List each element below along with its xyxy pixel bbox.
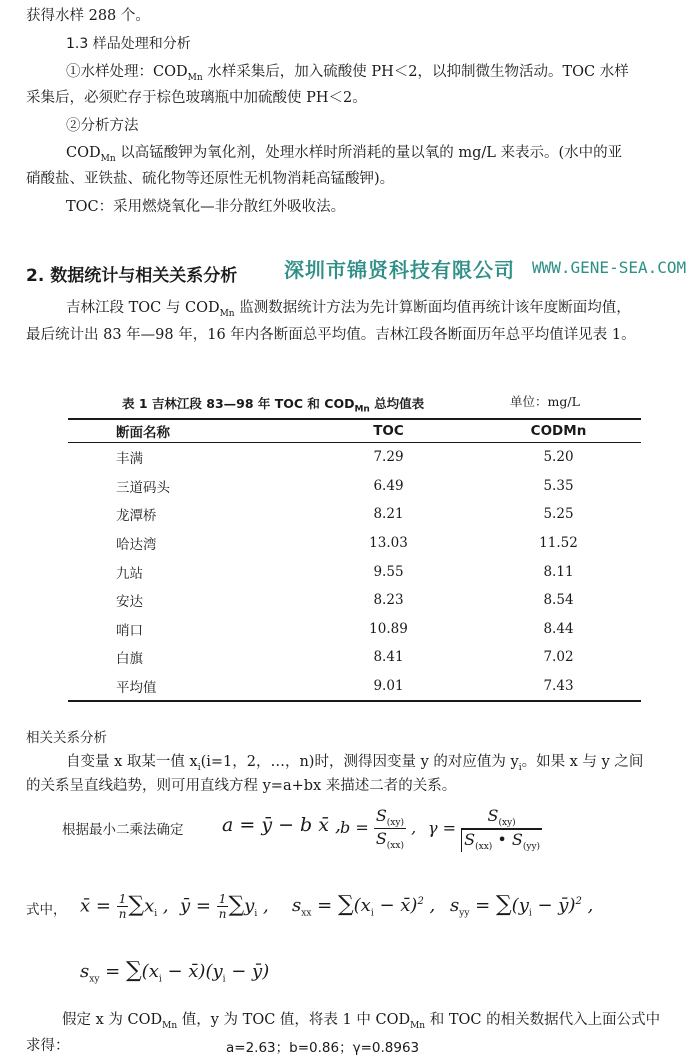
table-cell: 7.43 <box>476 672 641 702</box>
table-cell: 8.44 <box>543 620 574 637</box>
table-cell: 9.55 <box>373 563 404 580</box>
table-cell: 8.11 <box>543 563 574 580</box>
table-cell: 九站 <box>116 565 143 582</box>
formula-intro: 式中， <box>26 902 67 918</box>
table-caption: 表 1 吉林江段 83—98 年 TOC 和 $COD_{Mn}$ 总均值表 <box>122 396 425 415</box>
table-cell: 11.52 <box>539 535 578 552</box>
watermark-company: 深圳市锦贤科技有限公司 <box>284 258 515 282</box>
table-cell: 平均值 <box>68 672 301 702</box>
table-row <box>68 472 641 501</box>
paragraph-line: 自变量 x 取某一值 $x_i(i=1$，2，…，n)时，测得因变量 y 的对应值为 $y_i$。如果 x 与 y 之间 <box>66 754 644 773</box>
subheading: ②分析方法 <box>66 118 139 134</box>
table-cell: 龙潭桥 <box>116 508 157 525</box>
formula-intro: 根据最小二乘法确定 <box>62 822 184 838</box>
formula-xbar: x̄ = $\frac{1}{n}$ $\sum x_i$ , <box>80 892 169 921</box>
table-cell: 三道码头 <box>116 479 170 496</box>
text-line: 获得水样 288 个。 <box>26 8 150 24</box>
table-cell: 7.02 <box>543 649 574 666</box>
paragraph-line: $COD_{Mn}$ 以高锰酸钾为氧化剂，处理水样时所消耗的量以氧的 mg/L 来表示。(水中的亚 <box>66 145 623 164</box>
formula-sxx: $s_{xx} = \sum(x_i$ − x̄)$^2$ , <box>292 892 436 919</box>
paragraph-line: 假定 x 为 $COD_{Mn}$ 值，y 为 TOC 值，将表 1 中 $COD_{Mn}$ 和 TOC 的相关数据代入上面公式中 <box>62 1012 661 1031</box>
data-table <box>68 418 641 702</box>
table-cell: 哨口 <box>116 622 143 639</box>
formula-ybar: ȳ = $\frac{1}{n}$ $\sum y_i$ , <box>180 892 269 921</box>
paragraph-line: ①水样处理：$COD_{Mn}$ 水样采集后，加入硫酸使 PH＜2，以抑制微生物活动。TOC 水样 <box>66 64 629 83</box>
table-row <box>68 672 641 702</box>
formula-sxy: $s_{xy} = \sum(x_i$ − $x̄)(y_i$ − ȳ) <box>80 958 270 985</box>
watermark-url: WWW.GENE-SEA.COM <box>532 258 687 277</box>
table-cell: 5.20 <box>543 449 574 466</box>
subheading: 相关关系分析 <box>26 730 107 746</box>
paragraph-line: 求得： <box>26 1038 70 1054</box>
column-header: TOC <box>301 419 476 443</box>
formula-a: a = ȳ − b x̄ , <box>222 814 342 836</box>
formula-syy: $s_{yy} = \sum(y_i$ − ȳ)$^2$ , <box>450 892 594 919</box>
table-cell: 8.41 <box>373 649 404 666</box>
table-row <box>68 529 641 558</box>
paragraph-line: 最后统计出 83 年—98 年，16 年内各断面总平均值。吉林江段各断面历年总平均值详见表 1。 <box>26 327 636 343</box>
section-heading: 1.3 样品处理和分析 <box>66 36 191 52</box>
table-row <box>68 500 641 529</box>
table-unit: 单位：mg/L <box>510 394 580 409</box>
table-cell: 13.03 <box>369 535 408 552</box>
table-row <box>68 586 641 615</box>
table-cell: 白旗 <box>116 651 143 668</box>
table-cell: 8.21 <box>373 506 404 523</box>
column-header: 断面名称 <box>68 419 301 443</box>
table-cell: 安达 <box>116 594 143 611</box>
column-header: CODMn <box>476 419 641 443</box>
table-cell: 8.23 <box>373 592 404 609</box>
paragraph-line: TOC：采用燃烧氧化—非分散红外吸收法。 <box>66 199 346 215</box>
table-cell: 5.35 <box>543 477 574 494</box>
section-heading: 2. 数据统计与相关关系分析 <box>26 266 238 286</box>
formula-b: b = $\frac{S_{(xy)}}{S_{(xx)}}$ , <box>340 806 417 852</box>
table-row <box>68 557 641 586</box>
table-cell: 7.29 <box>373 449 404 466</box>
table-cell: 丰满 <box>116 451 143 468</box>
table-row <box>68 643 641 672</box>
table-cell: 8.54 <box>543 592 574 609</box>
paragraph-line: 的关系呈直线趋势，则可用直线方程 y=a+bx 来描述二者的关系。 <box>26 778 457 794</box>
table-cell: 哈达湾 <box>116 537 157 554</box>
table-cell: 6.49 <box>373 477 404 494</box>
table-row <box>68 443 641 472</box>
table-cell: 5.25 <box>543 506 574 523</box>
table-cell: 9.01 <box>301 672 476 702</box>
formula-gamma: γ = $\frac{S_{(xy)}}{S_{(xx)} • S_{(yy)}}$ <box>428 806 541 853</box>
paragraph-line: 硝酸盐、亚铁盐、硫化物等还原性无机物消耗高锰酸钾)。 <box>26 171 395 187</box>
table-row <box>68 615 641 644</box>
paragraph-line: 采集后，必须贮存于棕色玻璃瓶中加硫酸使 PH＜2。 <box>26 90 367 106</box>
result-values: a=2.63；b=0.86；γ=0.8963 <box>226 1040 420 1056</box>
paragraph-line: 吉林江段 TOC 与 $COD_{Mn}$ 监测数据统计方法为先计算断面均值再统计该年度断面均值， <box>66 300 631 319</box>
table-cell: 10.89 <box>369 620 408 637</box>
table-header-row <box>68 419 641 443</box>
